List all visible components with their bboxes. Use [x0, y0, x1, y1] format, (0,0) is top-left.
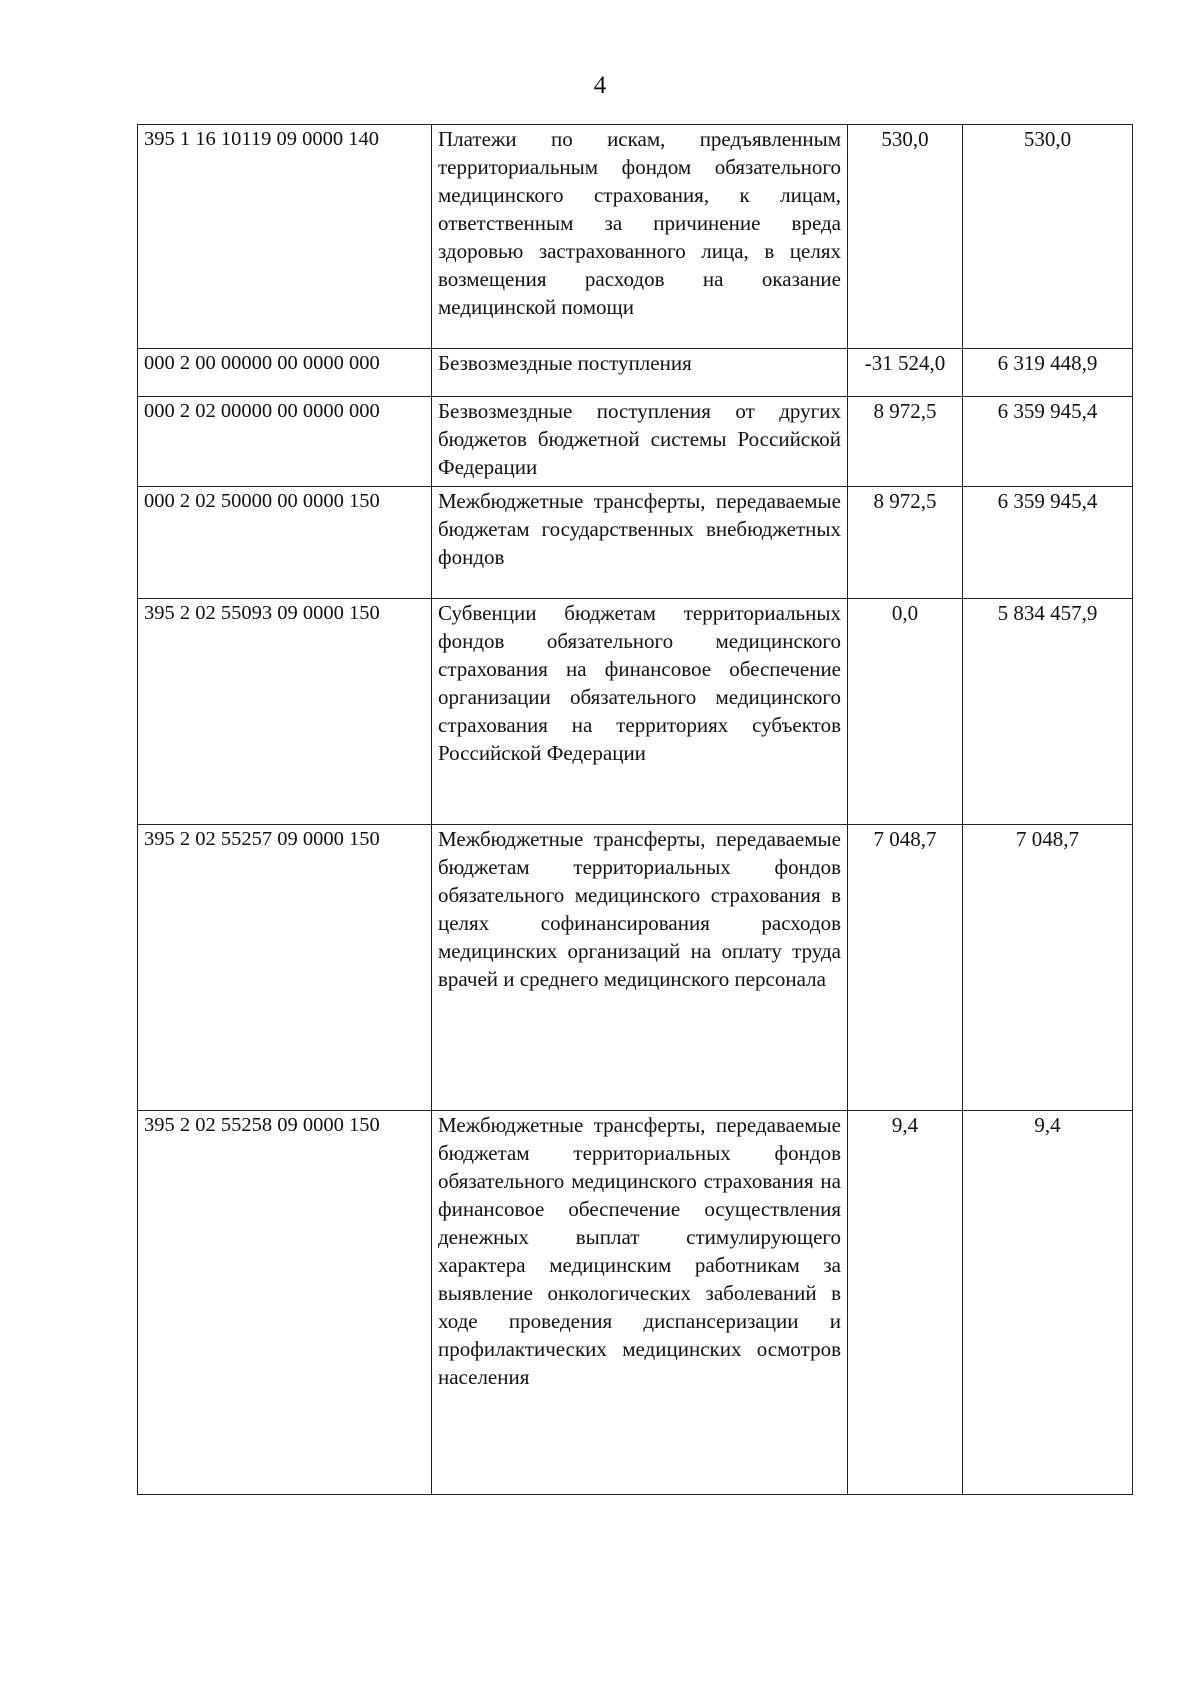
amount-cell-1: 0,0	[848, 599, 963, 825]
amount-cell-1: 7 048,7	[848, 825, 963, 1111]
amount-cell-2: 6 319 448,9	[963, 349, 1133, 397]
revenue-name-cell: Субвенции бюджетам территориальных фондов обязательного медицинского страхования на финансовое обеспечение организации обязательного медицинского страхования на территориях субъектов Российской Федерации	[432, 599, 848, 825]
budget-code-cell: 395 1 16 10119 09 0000 140	[138, 125, 432, 349]
revenue-name-cell: Межбюджетные трансферты, передаваемые бюджетам государственных внебюджетных фондов	[432, 487, 848, 599]
revenue-name-cell: Межбюджетные трансферты, передаваемые бюджетам территориальных фондов обязательного медицинского страхования в целях софинансирования расходов медицинских организаций на оплату труда врачей и среднего медицинского персонала	[432, 825, 848, 1111]
table-row	[138, 397, 1133, 487]
table-row	[138, 599, 1133, 825]
amount-cell-1: -31 524,0	[848, 349, 963, 397]
table-row	[138, 487, 1133, 599]
table-row	[138, 1111, 1133, 1495]
budget-code-cell: 000 2 02 00000 00 0000 000	[138, 397, 432, 487]
amount-cell-1: 530,0	[848, 125, 963, 349]
amount-cell-2: 5 834 457,9	[963, 599, 1133, 825]
revenue-name-cell: Безвозмездные поступления	[432, 349, 848, 397]
page-number: 4	[593, 72, 607, 99]
table-row	[138, 825, 1133, 1111]
amount-cell-2: 530,0	[963, 125, 1133, 349]
budget-table	[137, 124, 1133, 1495]
budget-code-cell: 395 2 02 55257 09 0000 150	[138, 825, 432, 1111]
amount-cell-1: 9,4	[848, 1111, 963, 1495]
amount-cell-1: 8 972,5	[848, 397, 963, 487]
amount-cell-2: 6 359 945,4	[963, 487, 1133, 599]
amount-cell-2: 9,4	[963, 1111, 1133, 1495]
budget-code-cell: 395 2 02 55258 09 0000 150	[138, 1111, 432, 1495]
revenue-name-cell: Платежи по искам, предъявленным территориальным фондом обязательного медицинского страхования, к лицам, ответственным за причинение вреда здоровью застрахованного лица, в целях возмещения расходов на оказание медицинской помощи	[432, 125, 848, 349]
revenue-name-cell: Безвозмездные поступления от других бюджетов бюджетной системы Российской Федерации	[432, 397, 848, 487]
table-row	[138, 349, 1133, 397]
budget-code-cell: 000 2 02 50000 00 0000 150	[138, 487, 432, 599]
revenue-name-cell: Межбюджетные трансферты, передаваемые бюджетам территориальных фондов обязательного медицинского страхования на финансовое обеспечение осуществления денежных выплат стимулирующего характера медицинским работникам за выявление онкологических заболеваний в ходе проведения диспансеризации и профилактических медицинских осмотров населения	[432, 1111, 848, 1495]
table-row	[138, 125, 1133, 349]
budget-code-cell: 395 2 02 55093 09 0000 150	[138, 599, 432, 825]
budget-code-cell: 000 2 00 00000 00 0000 000	[138, 349, 432, 397]
amount-cell-2: 6 359 945,4	[963, 397, 1133, 487]
amount-cell-2: 7 048,7	[963, 825, 1133, 1111]
amount-cell-1: 8 972,5	[848, 487, 963, 599]
